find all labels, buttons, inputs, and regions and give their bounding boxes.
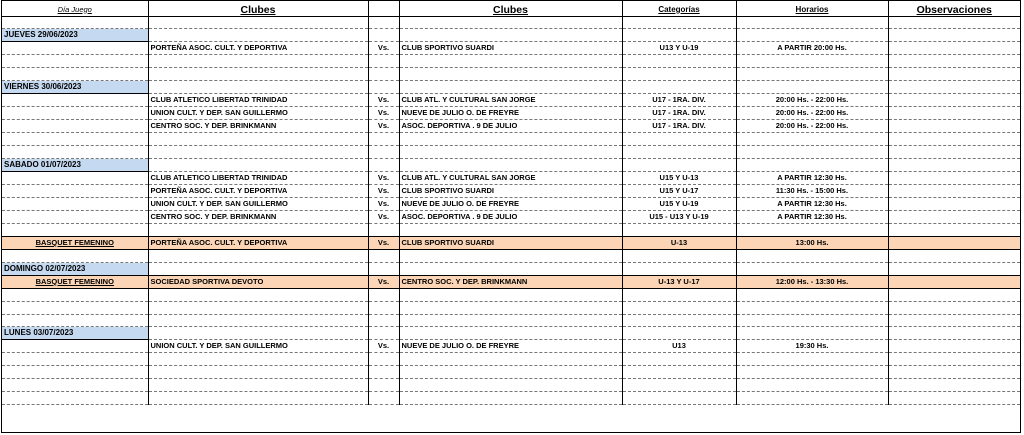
categoria: U13 <box>622 340 736 353</box>
empty-cell <box>368 29 399 42</box>
categoria: U15 Y U-19 <box>622 197 736 210</box>
empty-cell <box>888 353 1020 366</box>
club-local: PORTEÑA ASOC. CULT. Y DEPORTIVA <box>148 236 368 249</box>
club-visitante: NUEVE DE JULIO O. DE FREYRE <box>399 340 622 353</box>
empty-cell <box>148 133 368 146</box>
empty-cell <box>622 353 736 366</box>
empty-cell <box>622 288 736 301</box>
day-row <box>2 327 1020 340</box>
observaciones <box>888 42 1020 55</box>
blank-row <box>2 133 1020 146</box>
observaciones <box>888 171 1020 184</box>
empty-cell <box>399 353 622 366</box>
categoria: U17 - 1RA. DIV. <box>622 107 736 120</box>
match-row <box>2 42 1020 55</box>
empty-cell <box>399 327 622 340</box>
match-row <box>2 184 1020 197</box>
day-date: DOMINGO 02/07/2023 <box>2 262 148 275</box>
club-visitante: ASOC. DEPORTIVA . 9 DE JULIO <box>399 120 622 133</box>
blank-row <box>2 301 1020 314</box>
empty-cell <box>399 133 622 146</box>
blank-row <box>2 353 1020 366</box>
empty-cell <box>736 146 888 159</box>
observaciones <box>888 184 1020 197</box>
empty-cell <box>736 301 888 314</box>
vs-label: Vs. <box>368 107 399 120</box>
empty-cell <box>888 379 1020 392</box>
horario: 20:00 Hs. - 22:00 Hs. <box>736 120 888 133</box>
empty-cell <box>736 353 888 366</box>
match-row <box>2 94 1020 107</box>
match-label <box>2 340 148 353</box>
empty-cell <box>622 81 736 94</box>
club-local: SOCIEDAD SPORTIVA DEVOTO <box>148 275 368 288</box>
match-row <box>2 107 1020 120</box>
blank-row <box>2 146 1020 159</box>
header-clubes-local: Clubes <box>148 1 368 16</box>
empty-cell <box>368 392 399 405</box>
day-date: LUNES 03/07/2023 <box>2 327 148 340</box>
horario: 20:00 Hs. - 22:00 Hs. <box>736 107 888 120</box>
empty-cell <box>368 158 399 171</box>
club-visitante: ASOC. DEPORTIVA . 9 DE JULIO <box>399 210 622 223</box>
empty-cell <box>148 392 368 405</box>
empty-cell <box>622 133 736 146</box>
vs-label: Vs. <box>368 171 399 184</box>
empty-cell <box>399 16 622 29</box>
empty-cell <box>888 158 1020 171</box>
club-visitante: CLUB SPORTIVO SUARDI <box>399 236 622 249</box>
match-label <box>2 197 148 210</box>
club-local: CENTRO SOC. Y DEP. BRINKMANN <box>148 120 368 133</box>
header-horarios: Horarios <box>736 1 888 16</box>
empty-cell <box>148 55 368 68</box>
observaciones <box>888 340 1020 353</box>
observaciones <box>888 107 1020 120</box>
empty-cell <box>2 223 148 236</box>
empty-cell <box>888 301 1020 314</box>
empty-cell <box>399 301 622 314</box>
match-label <box>2 184 148 197</box>
empty-cell <box>399 392 622 405</box>
empty-cell <box>2 55 148 68</box>
blank-row <box>2 223 1020 236</box>
empty-cell <box>368 68 399 81</box>
empty-cell <box>2 353 148 366</box>
empty-cell <box>2 314 148 327</box>
empty-cell <box>736 223 888 236</box>
empty-cell <box>148 379 368 392</box>
empty-cell <box>148 288 368 301</box>
empty-cell <box>888 249 1020 262</box>
club-visitante: CLUB SPORTIVO SUARDI <box>399 184 622 197</box>
empty-cell <box>399 29 622 42</box>
empty-cell <box>622 158 736 171</box>
categoria: U15 - U13 Y U-19 <box>622 210 736 223</box>
empty-cell <box>399 55 622 68</box>
empty-cell <box>399 158 622 171</box>
empty-cell <box>2 68 148 81</box>
empty-cell <box>2 146 148 159</box>
empty-cell <box>2 133 148 146</box>
observaciones <box>888 275 1020 288</box>
horario: A PARTIR 12:30 Hs. <box>736 197 888 210</box>
empty-cell <box>368 81 399 94</box>
empty-cell <box>148 314 368 327</box>
club-local: CENTRO SOC. Y DEP. BRINKMANN <box>148 210 368 223</box>
vs-label: Vs. <box>368 236 399 249</box>
observaciones <box>888 197 1020 210</box>
empty-cell <box>736 288 888 301</box>
club-visitante: NUEVE DE JULIO O. DE FREYRE <box>399 107 622 120</box>
vs-label: Vs. <box>368 42 399 55</box>
empty-cell <box>622 301 736 314</box>
vs-label: Vs. <box>368 94 399 107</box>
empty-cell <box>622 392 736 405</box>
empty-cell <box>888 146 1020 159</box>
club-visitante: CLUB ATL. Y CULTURAL SAN JORGE <box>399 94 622 107</box>
vs-label: Vs. <box>368 340 399 353</box>
match-label: BASQUET FEMENINO <box>2 275 148 288</box>
empty-cell <box>888 133 1020 146</box>
header-dia: Día Juego <box>2 1 148 16</box>
club-visitante: CLUB SPORTIVO SUARDI <box>399 42 622 55</box>
empty-cell <box>148 81 368 94</box>
empty-cell <box>622 55 736 68</box>
empty-cell <box>736 262 888 275</box>
match-label <box>2 42 148 55</box>
vs-label: Vs. <box>368 197 399 210</box>
match-row <box>2 120 1020 133</box>
empty-cell <box>368 366 399 379</box>
empty-cell <box>368 55 399 68</box>
empty-cell <box>368 301 399 314</box>
header-vs <box>368 1 399 16</box>
observaciones <box>888 94 1020 107</box>
empty-cell <box>368 327 399 340</box>
empty-cell <box>736 379 888 392</box>
day-date: SABADO 01/07/2023 <box>2 158 148 171</box>
header-row <box>2 1 1020 16</box>
fixture-sheet <box>1 0 1021 433</box>
empty-cell <box>399 288 622 301</box>
empty-cell <box>888 314 1020 327</box>
match-row <box>2 171 1020 184</box>
empty-cell <box>736 327 888 340</box>
empty-cell <box>148 249 368 262</box>
club-visitante: NUEVE DE JULIO O. DE FREYRE <box>399 197 622 210</box>
club-local: CLUB ATLETICO LIBERTAD TRINIDAD <box>148 171 368 184</box>
horario: A PARTIR 12:30 Hs. <box>736 210 888 223</box>
blank-row <box>2 55 1020 68</box>
empty-cell <box>368 249 399 262</box>
header-observaciones: Observaciones <box>888 1 1020 16</box>
match-label <box>2 94 148 107</box>
horario: 19:30 Hs. <box>736 340 888 353</box>
blank-row <box>2 68 1020 81</box>
empty-cell <box>148 146 368 159</box>
empty-cell <box>148 29 368 42</box>
blank-row <box>2 16 1020 29</box>
empty-cell <box>736 366 888 379</box>
day-date: JUEVES 29/06/2023 <box>2 29 148 42</box>
empty-cell <box>736 158 888 171</box>
empty-cell <box>622 314 736 327</box>
club-visitante: CLUB ATL. Y CULTURAL SAN JORGE <box>399 171 622 184</box>
categoria: U-13 Y U-17 <box>622 275 736 288</box>
categoria: U17 - 1RA. DIV. <box>622 94 736 107</box>
empty-cell <box>888 223 1020 236</box>
empty-cell <box>622 379 736 392</box>
empty-cell <box>736 314 888 327</box>
empty-cell <box>888 288 1020 301</box>
empty-cell <box>148 366 368 379</box>
blank-row <box>2 366 1020 379</box>
empty-cell <box>888 327 1020 340</box>
empty-cell <box>736 392 888 405</box>
club-local: UNION CULT. Y DEP. SAN GUILLERMO <box>148 340 368 353</box>
match-row <box>2 340 1020 353</box>
empty-cell <box>399 249 622 262</box>
match-label <box>2 171 148 184</box>
empty-cell <box>2 366 148 379</box>
vs-label: Vs. <box>368 275 399 288</box>
categoria: U-13 <box>622 236 736 249</box>
club-local: PORTEÑA ASOC. CULT. Y DEPORTIVA <box>148 42 368 55</box>
blank-row <box>2 249 1020 262</box>
empty-cell <box>2 379 148 392</box>
match-row <box>2 197 1020 210</box>
empty-cell <box>148 353 368 366</box>
empty-cell <box>148 301 368 314</box>
empty-cell <box>888 16 1020 29</box>
empty-cell <box>2 16 148 29</box>
day-row <box>2 158 1020 171</box>
empty-cell <box>736 55 888 68</box>
empty-cell <box>622 327 736 340</box>
match-label <box>2 120 148 133</box>
day-row <box>2 29 1020 42</box>
empty-cell <box>399 379 622 392</box>
match-row <box>2 275 1020 288</box>
empty-cell <box>622 16 736 29</box>
empty-cell <box>736 29 888 42</box>
empty-cell <box>736 249 888 262</box>
empty-cell <box>888 262 1020 275</box>
empty-cell <box>368 133 399 146</box>
fixture-table <box>2 1 1020 405</box>
empty-cell <box>399 262 622 275</box>
match-label <box>2 107 148 120</box>
empty-cell <box>399 68 622 81</box>
horario: 13:00 Hs. <box>736 236 888 249</box>
blank-row <box>2 314 1020 327</box>
empty-cell <box>888 392 1020 405</box>
club-local: PORTEÑA ASOC. CULT. Y DEPORTIVA <box>148 184 368 197</box>
blank-row <box>2 288 1020 301</box>
empty-cell <box>368 262 399 275</box>
empty-cell <box>622 223 736 236</box>
match-label <box>2 210 148 223</box>
categoria: U13 Y U-19 <box>622 42 736 55</box>
empty-cell <box>622 366 736 379</box>
horario: 12:00 Hs. - 13:30 Hs. <box>736 275 888 288</box>
header-clubes-visitante: Clubes <box>399 1 622 16</box>
empty-cell <box>368 223 399 236</box>
empty-cell <box>368 314 399 327</box>
empty-cell <box>368 353 399 366</box>
day-row <box>2 81 1020 94</box>
empty-cell <box>399 314 622 327</box>
observaciones <box>888 210 1020 223</box>
horario: 11:30 Hs. - 15:00 Hs. <box>736 184 888 197</box>
observaciones <box>888 236 1020 249</box>
day-date: VIERNES 30/06/2023 <box>2 81 148 94</box>
empty-cell <box>736 133 888 146</box>
match-label: BASQUET FEMENINO <box>2 236 148 249</box>
empty-cell <box>622 29 736 42</box>
empty-cell <box>399 146 622 159</box>
header-categorias: Categorías <box>622 1 736 16</box>
empty-cell <box>399 223 622 236</box>
empty-cell <box>888 55 1020 68</box>
empty-cell <box>622 146 736 159</box>
observaciones <box>888 120 1020 133</box>
empty-cell <box>148 327 368 340</box>
club-visitante: CENTRO SOC. Y DEP. BRINKMANN <box>399 275 622 288</box>
empty-cell <box>399 366 622 379</box>
club-local: UNION CULT. Y DEP. SAN GUILLERMO <box>148 107 368 120</box>
empty-cell <box>368 379 399 392</box>
empty-cell <box>622 68 736 81</box>
empty-cell <box>368 288 399 301</box>
empty-cell <box>888 81 1020 94</box>
club-local: CLUB ATLETICO LIBERTAD TRINIDAD <box>148 94 368 107</box>
vs-label: Vs. <box>368 184 399 197</box>
empty-cell <box>148 68 368 81</box>
day-row <box>2 262 1020 275</box>
blank-row <box>2 379 1020 392</box>
empty-cell <box>736 16 888 29</box>
vs-label: Vs. <box>368 210 399 223</box>
blank-row <box>2 392 1020 405</box>
empty-cell <box>888 29 1020 42</box>
match-row <box>2 210 1020 223</box>
categoria: U15 Y U-17 <box>622 184 736 197</box>
empty-cell <box>368 146 399 159</box>
empty-cell <box>736 68 888 81</box>
empty-cell <box>2 249 148 262</box>
empty-cell <box>2 301 148 314</box>
match-row <box>2 236 1020 249</box>
empty-cell <box>148 158 368 171</box>
empty-cell <box>148 223 368 236</box>
club-local: UNION CULT. Y DEP. SAN GUILLERMO <box>148 197 368 210</box>
empty-cell <box>368 16 399 29</box>
vs-label: Vs. <box>368 120 399 133</box>
empty-cell <box>888 68 1020 81</box>
empty-cell <box>622 262 736 275</box>
empty-cell <box>148 16 368 29</box>
horario: 20:00 Hs. - 22:00 Hs. <box>736 94 888 107</box>
empty-cell <box>622 249 736 262</box>
empty-cell <box>399 81 622 94</box>
empty-cell <box>2 288 148 301</box>
horario: A PARTIR 12:30 Hs. <box>736 171 888 184</box>
empty-cell <box>888 366 1020 379</box>
empty-cell <box>148 262 368 275</box>
empty-cell <box>2 392 148 405</box>
categoria: U15 Y U-13 <box>622 171 736 184</box>
horario: A PARTIR 20:00 Hs. <box>736 42 888 55</box>
empty-cell <box>736 81 888 94</box>
categoria: U17 - 1RA. DIV. <box>622 120 736 133</box>
